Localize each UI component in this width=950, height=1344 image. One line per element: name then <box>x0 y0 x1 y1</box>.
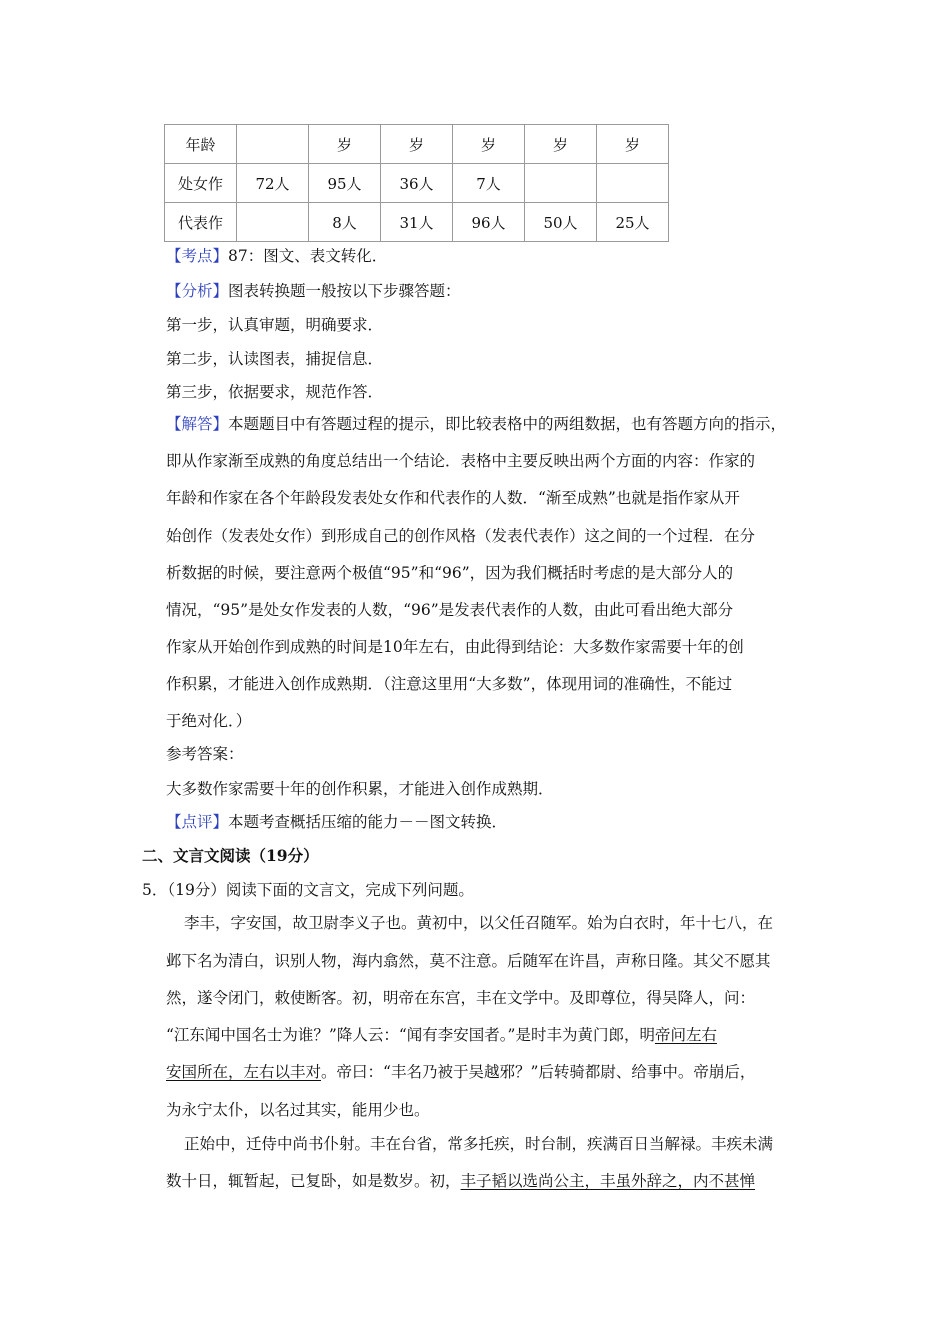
age-statistics-table <box>164 124 669 242</box>
fenxi-step: 第一步，认真审题，明确要求． <box>166 316 384 334</box>
passage-line: 邺下名为清白，识别人物，海内翕然，莫不注意。后随军在许昌，声称日隆。其父不愿其 <box>166 952 771 970</box>
table-cell: 8人 <box>309 203 381 242</box>
underlined-text: 帝问左右 <box>654 1026 717 1044</box>
table-cell: 36人 <box>381 164 453 203</box>
table-cell <box>237 203 309 242</box>
dianping-text: 本题考查概括压缩的能力－－图文转换． <box>228 813 508 831</box>
fenxi-text: 图表转换题一般按以下步骤答题： <box>228 282 461 300</box>
fenxi-tag: 【分析】 <box>166 282 229 300</box>
jieda-text: 情况，“95”是处女作发表的人数，“96”是发表代表作的人数，由此可看出绝大部分 <box>166 601 734 619</box>
jieda-tag: 【解答】 <box>166 415 229 433</box>
table-cell: 31人 <box>381 203 453 242</box>
table-cell: 72人 <box>237 164 309 203</box>
table-cell: 岁 <box>525 125 597 164</box>
passage-text: 数十日，辄暂起，已复卧，如是数岁。初， <box>166 1172 461 1190</box>
passage-line <box>166 1025 717 1045</box>
dianping-tag: 【点评】 <box>166 813 229 831</box>
question-text: （19分）阅读下面的文言文，完成下列问题。 <box>167 881 474 899</box>
kaodian-text: 87：图文、表文转化． <box>228 247 388 265</box>
fenxi-line <box>166 281 461 301</box>
question-5 <box>142 880 474 900</box>
jieda-text: 作家从开始创作到成熟的时间是10年左右，由此得到结论：大多数作家需要十年的创 <box>166 638 744 656</box>
table-cell: 50人 <box>525 203 597 242</box>
jieda-line <box>166 414 786 434</box>
table-row <box>165 203 669 242</box>
row-header: 代表作 <box>165 203 237 242</box>
question-number: 5． <box>142 881 168 899</box>
dianping-line <box>166 812 507 832</box>
jieda-text: 本题题目中有答题过程的提示，即比较表格中的两组数据，也有答题方向的指示， <box>228 415 787 433</box>
passage-line: 为永宁太仆，以名过其实，能用少也。 <box>166 1101 430 1119</box>
section-heading: 二、文言文阅读（19分） <box>142 846 319 865</box>
jieda-text: 于绝对化．） <box>166 712 252 730</box>
table-cell: 25人 <box>597 203 669 242</box>
table-row <box>165 164 669 203</box>
table-cell: 7人 <box>453 164 525 203</box>
jieda-text: 即从作家渐至成熟的角度总结出一个结论．表格中主要反映出两个方面的内容：作家的 <box>166 452 756 470</box>
underlined-text: 安国所在，左右以丰对 <box>166 1063 322 1081</box>
table-cell: 岁 <box>381 125 453 164</box>
jieda-text: 析数据的时候，要注意两个极值“95”和“96”，因为我们概括时考虑的是大部分人的 <box>166 564 734 582</box>
passage-line <box>166 1171 755 1191</box>
reference-answer: 大多数作家需要十年的创作积累，才能进入创作成熟期． <box>166 780 554 798</box>
passage-text: “江东闻中国名士为谁？”降人云：“闻有李安国者。”是时丰为黄门郎，明 <box>166 1026 655 1044</box>
table-cell: 岁 <box>309 125 381 164</box>
reference-label: 参考答案： <box>166 745 244 763</box>
jieda-text: 始创作（发表处女作）到形成自己的创作风格（发表代表作）这之间的一个过程．在分 <box>166 527 756 545</box>
passage-line: 正始中，迁侍中尚书仆射。丰在台省，常多托疾，时台制，疾满百日当解禄。丰疾未满 <box>184 1135 774 1153</box>
kaodian-line <box>166 246 387 266</box>
fenxi-step: 第二步，认读图表，捕捉信息． <box>166 350 384 368</box>
passage-line <box>166 1062 755 1082</box>
table-cell: 96人 <box>453 203 525 242</box>
underlined-text: 丰子韬以选尚公主，丰虽外辞之，内不甚惮 <box>460 1172 756 1190</box>
jieda-text: 年龄和作家在各个年龄段发表处女作和代表作的人数．“渐至成熟”也就是指作家从开 <box>166 489 740 507</box>
table-row <box>165 125 669 164</box>
row-header: 年龄 <box>165 125 237 164</box>
passage-text: 。帝曰：“丰名乃被于吴越邪？”后转骑都尉、给事中。帝崩后， <box>321 1063 756 1081</box>
passage-line: 然，遂令闭门，敕使断客。初，明帝在东宫，丰在文学中。及即尊位，得吴降人，问： <box>166 989 756 1007</box>
table-cell <box>597 164 669 203</box>
table-cell: 95人 <box>309 164 381 203</box>
table-cell <box>237 125 309 164</box>
fenxi-step: 第三步，依据要求，规范作答． <box>166 383 384 401</box>
row-header: 处女作 <box>165 164 237 203</box>
kaodian-tag: 【考点】 <box>166 247 229 265</box>
passage-line: 李丰，字安国，故卫尉李义子也。黄初中，以父任召随军。始为白衣时，年十七八，在 <box>184 914 774 932</box>
table-cell <box>525 164 597 203</box>
table-cell: 岁 <box>453 125 525 164</box>
jieda-text: 作积累，才能进入创作成熟期．（注意这里用“大多数”，体现用词的准确性，不能过 <box>166 675 733 693</box>
table-cell: 岁 <box>597 125 669 164</box>
